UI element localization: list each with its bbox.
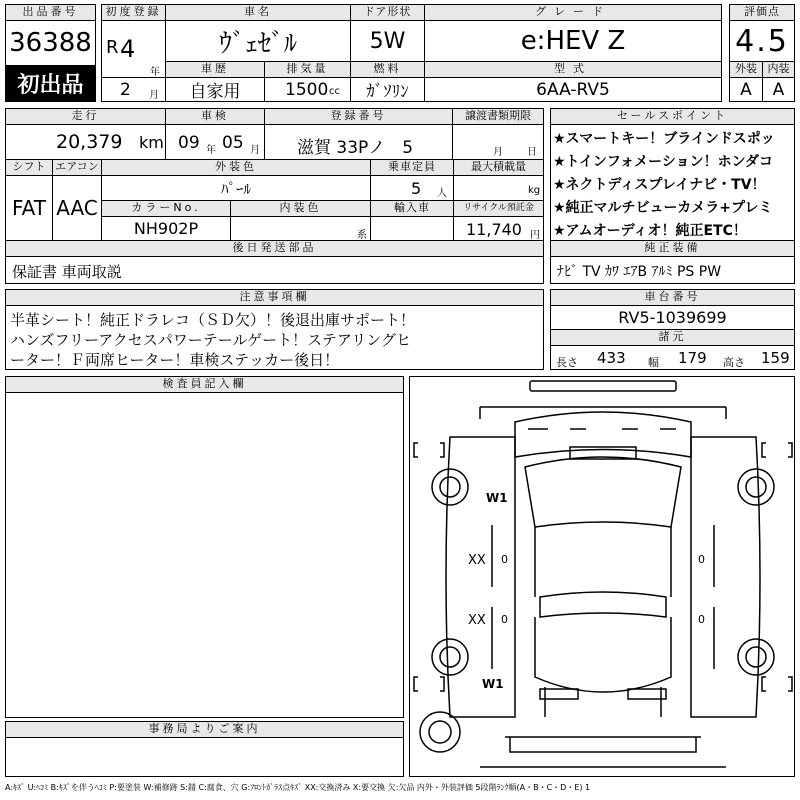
first-reg-era: R [106,37,119,58]
door-label: ドア形状 [350,4,425,21]
sales-point-item: ★アムオーディオ！純正ETC！ [553,223,747,239]
inspection-month: 05 [222,133,244,153]
import-cell [370,216,454,241]
damage-mark: 0 [698,553,705,566]
displacement-cell [264,77,351,102]
damage-mark: 0 [501,553,508,566]
damage-mark: W1 [482,677,504,691]
chassis-label: 車台番号 [550,289,795,306]
displacement-label: 排気量 [264,61,351,78]
inspection-cell [165,124,265,160]
shift-label: シフト [5,159,53,176]
score: 4.5 [729,20,795,62]
width: 179 [678,349,707,367]
notes-label: 注意事項欄 [5,289,544,306]
max-load-cell [453,175,544,201]
length-label: 長さ [556,356,578,369]
lot-number: 36388 [5,20,96,66]
genuine-label: 純正装備 [550,240,795,257]
model-code: 6AA-RV5 [424,77,722,102]
interior-label: 内装 [762,61,795,78]
int-color-label: 内装色 [230,200,371,217]
capacity-cell [370,175,454,201]
inspection-label: 車検 [165,108,265,125]
registration-number: 滋賀 33Pノ 5 [297,138,414,158]
transfer-month-unit: 月 [493,147,503,158]
transfer-deadline-cell [452,124,544,160]
first-reg-month-cell [101,77,166,102]
int-color-unit: 系 [357,230,367,241]
transfer-day-unit: 日 [527,147,537,158]
car-name-label: 車名 [165,4,351,21]
notes-line: 半革シート！純正ドラレコ（ＳＤ欠）！後退出庫サポート！ [10,311,416,329]
later-parts-label: 後日発送部品 [5,240,544,257]
genuine-cell [550,256,795,284]
transfer-deadline-label: 譲渡書類期限 [452,108,544,125]
damage-mark: W1 [486,491,508,505]
max-load-label: 最大積載量 [453,159,544,176]
sales-points-box [550,124,795,241]
score-label: 評価点 [729,4,795,21]
grade: e:HEV Z [424,20,722,62]
registration-label: 登録番号 [264,108,453,125]
int-color-cell [230,216,371,241]
mileage-cell [5,124,166,160]
model-code-label: 型式 [424,61,722,78]
damage-mark: 0 [501,613,508,626]
width-label: 幅 [648,356,659,369]
aircon: AAC [52,175,102,241]
notes-box [5,305,544,370]
damage-mark: XX [468,553,486,568]
car-name: ｳﾞｪｾﾞﾙ [165,20,351,62]
fuel: ｶﾞｿﾘﾝ [350,77,425,102]
recycle-fee: 11,740 [466,220,522,239]
first-reg-month: 2 [120,80,131,100]
first-reg-year: 4 [120,35,136,63]
recycle-unit: 円 [530,230,540,241]
sales-point-item: ★スマートキー！ブラインドスポッ [553,131,775,147]
height-label: 高さ [723,356,745,369]
inspection-year: 09 [178,133,200,153]
grade-label: グレード [424,4,722,21]
inspector-box [5,392,404,718]
notes-line: ーター！Ｆ両席ヒーター！車検ステッカー後日！ [10,351,340,369]
inspection-month-unit: 月 [250,145,260,156]
ext-color-label: 外装色 [101,159,371,176]
height: 159 [761,349,790,367]
history: 自家用 [165,77,265,102]
chassis-number: RV5-1039699 [550,305,795,330]
mileage: 20,379 [56,131,123,153]
later-parts: 保証書 車両取説 [12,263,122,281]
displacement-unit: cc [329,86,340,97]
door-type: 5W [350,20,425,62]
legend: A:ｷｽﾞ U:ﾍｺﾐ B:ｷｽﾞを伴うﾍｺﾐ P:要塗装 W:補修跡 S:錆 C:腐食、穴 G:ﾌﾛﾝﾄｶﾞﾗｽ点ｷｽﾞ XX:交換済み X:要交換 欠:欠品 内外・外装評価 5段階ﾗﾝｸ順(A・B・C・D・E) 1 [5,783,591,792]
dims-cell [550,345,795,370]
sales-point-item: ★トインフォメーション！ホンダコ [553,154,774,170]
capacity: 5 [411,179,422,198]
recycle-cell [453,216,544,241]
import-label: 輸入車 [370,200,454,217]
recycle-label: リサイクル預託金 [453,200,544,217]
mileage-unit: km [139,133,164,152]
max-load-unit: kg [528,185,541,196]
first-reg-year-cell [101,20,166,78]
later-parts-cell [5,256,544,284]
first-reg-year-unit: 年 [150,67,160,78]
notes-line: ハンズフリーアクセスパワーテールゲート！ステアリングヒ [10,331,411,349]
sales-point-item: ★ネクトディスプレイナビ・TV！ [553,177,766,193]
exterior-score: A [729,77,763,102]
inspector-label: 検査員記入欄 [5,376,404,393]
displacement: 1500 [285,80,329,100]
length: 433 [597,349,626,367]
dims-label: 諸元 [550,329,795,346]
first-listing-badge: 初出品 [5,65,96,102]
first-reg-month-unit: 月 [149,90,159,101]
color-no: NH902P [101,216,231,241]
inspection-year-unit: 年 [206,145,216,156]
color-no-label: カラーNo. [101,200,231,217]
sales-point-item: ★純正マルチビューカメラ+プレミ [553,200,773,216]
genuine-equipment: ﾅﾋﾞ TV ｶﾜ ｴｱB ｱﾙﾐ PS PW [557,264,722,280]
aircon-label: エアコン [52,159,102,176]
shift: FAT [5,175,53,241]
exterior-label: 外装 [729,61,763,78]
damage-mark: XX [468,613,486,628]
first-reg-label: 初度登録 [101,4,166,21]
car-diagram [409,376,795,777]
sales-points-label: セールスポイント [550,108,795,125]
fuel-label: 燃料 [350,61,425,78]
capacity-label: 乗車定員 [370,159,454,176]
mileage-label: 走行 [5,108,166,125]
office-label: 事務局よりご案内 [5,721,404,738]
capacity-unit: 人 [437,188,447,199]
office-box [5,737,404,777]
damage-mark: 0 [698,613,705,626]
ext-color: ﾊﾟｰﾙ [101,175,371,201]
interior-score: A [762,77,795,102]
registration-cell [264,124,453,160]
history-label: 車歴 [165,61,265,78]
lot-label: 出品番号 [5,4,96,21]
